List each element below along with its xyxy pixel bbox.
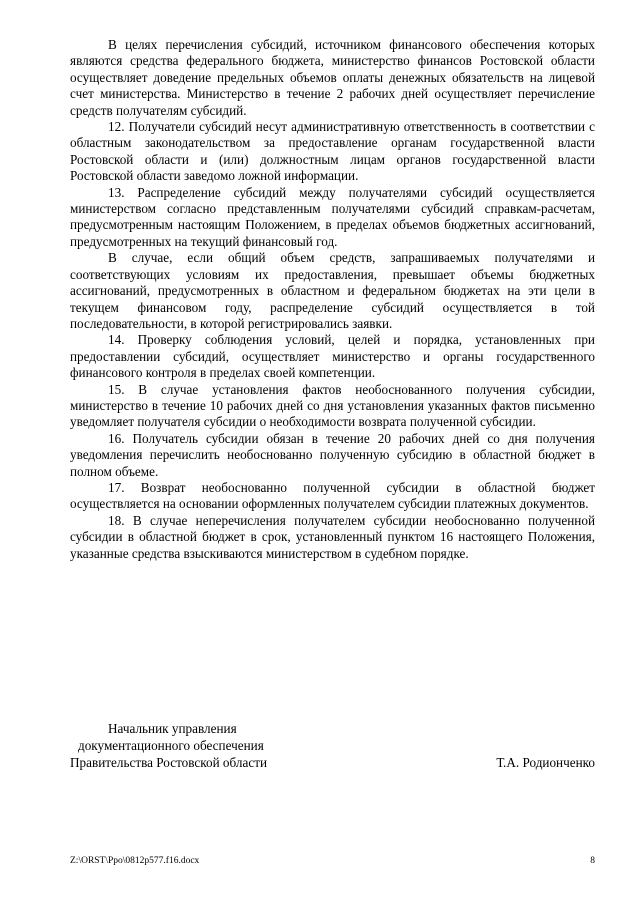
paragraph-16: 16. Получатель субсидии обязан в течение 20 рабочих дней со дня получения уведомления перечислить необоснованно полученную субсидию в областной бюджет в полном объеме. bbox=[70, 430, 595, 479]
signatory-name: Т.А. Родионченко bbox=[496, 755, 595, 770]
paragraph-17: 17. Возврат необоснованно полученной субсидии в областной бюджет осуществляется на основании оформленных получателем субсидии платежных документов. bbox=[70, 479, 595, 512]
page-footer bbox=[70, 855, 595, 867]
file-path: Z:\ORST\Ppo\0812p577.f16.docx bbox=[70, 856, 200, 866]
paragraph-subsidy-transfer: В целях перечисления субсидий, источником финансового обеспечения которых являются средства федерального бюджета, министерство финансов Ростовской области осуществляет доведение предельных объемов оплаты денежных обязательств на лицевой счет министерства. Министерство в течение 2 рабочих дней осуществляет перечисление средств получателям субсидий. bbox=[70, 37, 595, 118]
signatory-title-line3: Правительства Ростовской области bbox=[70, 755, 268, 770]
signatory-title-line2: документационного обеспечения bbox=[78, 738, 264, 753]
paragraph-18: 18. В случае неперечисления получателем субсидии необоснованно полученной субсидии в областной бюджет в срок, установленный пунктом 16 настоящего Положения, указанные средства взыскиваются министерством в судебном порядке. bbox=[70, 512, 595, 561]
signature-row bbox=[70, 754, 595, 771]
page-number: 8 bbox=[590, 856, 595, 866]
paragraph-13: 13. Распределение субсидий между получателями субсидий осуществляется министерством согласно представленным получателями субсидий справкам-расчетам, предусмотренным настоящим Положением, в пределах объемов бюджетных ассигнований, предусмотренных на текущий финансовый год. bbox=[70, 184, 595, 249]
paragraph-14: 14. Проверку соблюдения условий, целей и порядка, установленных при предоставлении субсидий, осуществляет министерство и органы государственного финансового контроля в пределах своей компетенции. bbox=[70, 332, 595, 381]
paragraph-15: 15. В случае установления фактов необоснованного получения субсидии, министерство в течение 10 рабочих дней со дня установления указанных фактов письменно уведомляет получателя субсидии о необходимости возврата полученной субсидии. bbox=[70, 381, 595, 430]
document-body bbox=[70, 37, 595, 562]
paragraph-12: 12. Получатели субсидий несут административную ответственность в соответствии с областным законодательством за предоставление органам государственной власти Ростовской области и (или) должностным лицам органов государственной власти Ростовской области заведомо ложной информации. bbox=[70, 119, 595, 184]
signatory-title-line1: Начальник управления bbox=[108, 721, 237, 736]
signature-block bbox=[70, 720, 595, 771]
paragraph-13-continued: В случае, если общий объем средств, запрашиваемых получателями и соответствующих условиям их предоставления, превышает объемы бюджетных ассигнований, предусмотренных в областном и федеральном бюджетах на эти цели в текущем финансовом году, распределение субсидий осуществляется в той последовательности, в которой регистрировались заявки. bbox=[70, 250, 595, 331]
